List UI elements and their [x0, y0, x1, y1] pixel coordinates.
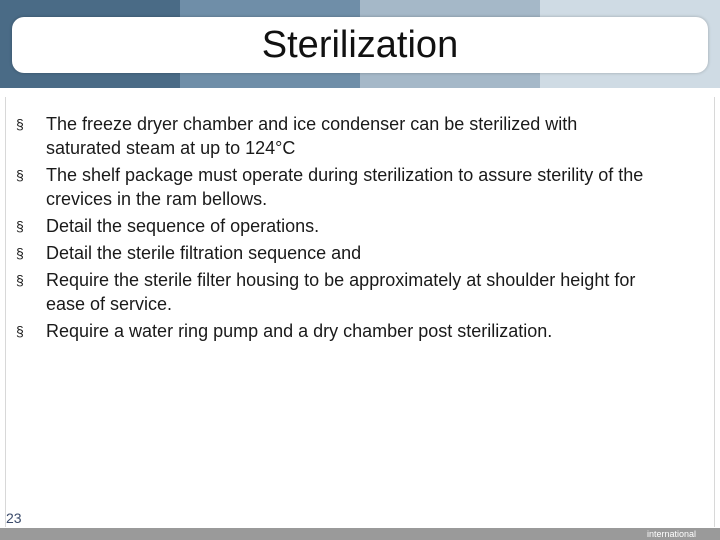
bullet-marker-icon: § — [16, 218, 24, 234]
title-box — [12, 17, 708, 73]
bullet-text: Require a water ring pump and a dry chamber post sterilization. — [46, 321, 553, 341]
bullet-marker-icon: § — [16, 116, 24, 132]
bullet-marker-icon: § — [16, 323, 24, 339]
slide-number: 23 — [6, 510, 22, 526]
footer-bar — [0, 528, 720, 540]
bullet-marker-icon: § — [16, 272, 24, 288]
bullet-text: Require the sterile filter housing to be approximately at shoulder height for ease of service. — [46, 270, 636, 314]
bullet-item — [16, 241, 646, 265]
bullet-list — [16, 112, 646, 346]
slide-title: Sterilization — [261, 24, 459, 66]
bullet-text: Detail the sequence of operations. — [46, 216, 320, 236]
bullet-item — [16, 319, 646, 343]
bullet-item — [16, 268, 646, 316]
footer-brand-text: international — [646, 529, 696, 539]
bullet-marker-icon: § — [16, 167, 24, 183]
bullet-text: The freeze dryer chamber and ice condenser can be sterilized with saturated steam at up to 124°C — [46, 114, 578, 158]
bullet-item — [16, 163, 646, 211]
bullet-item — [16, 112, 646, 160]
bullet-text: Detail the sterile filtration sequence and — [46, 243, 362, 263]
bullet-marker-icon: § — [16, 245, 24, 261]
bullet-item — [16, 214, 646, 238]
bullet-text: The shelf package must operate during sterilization to assure sterility of the crevices in the ram bellows. — [46, 165, 644, 209]
